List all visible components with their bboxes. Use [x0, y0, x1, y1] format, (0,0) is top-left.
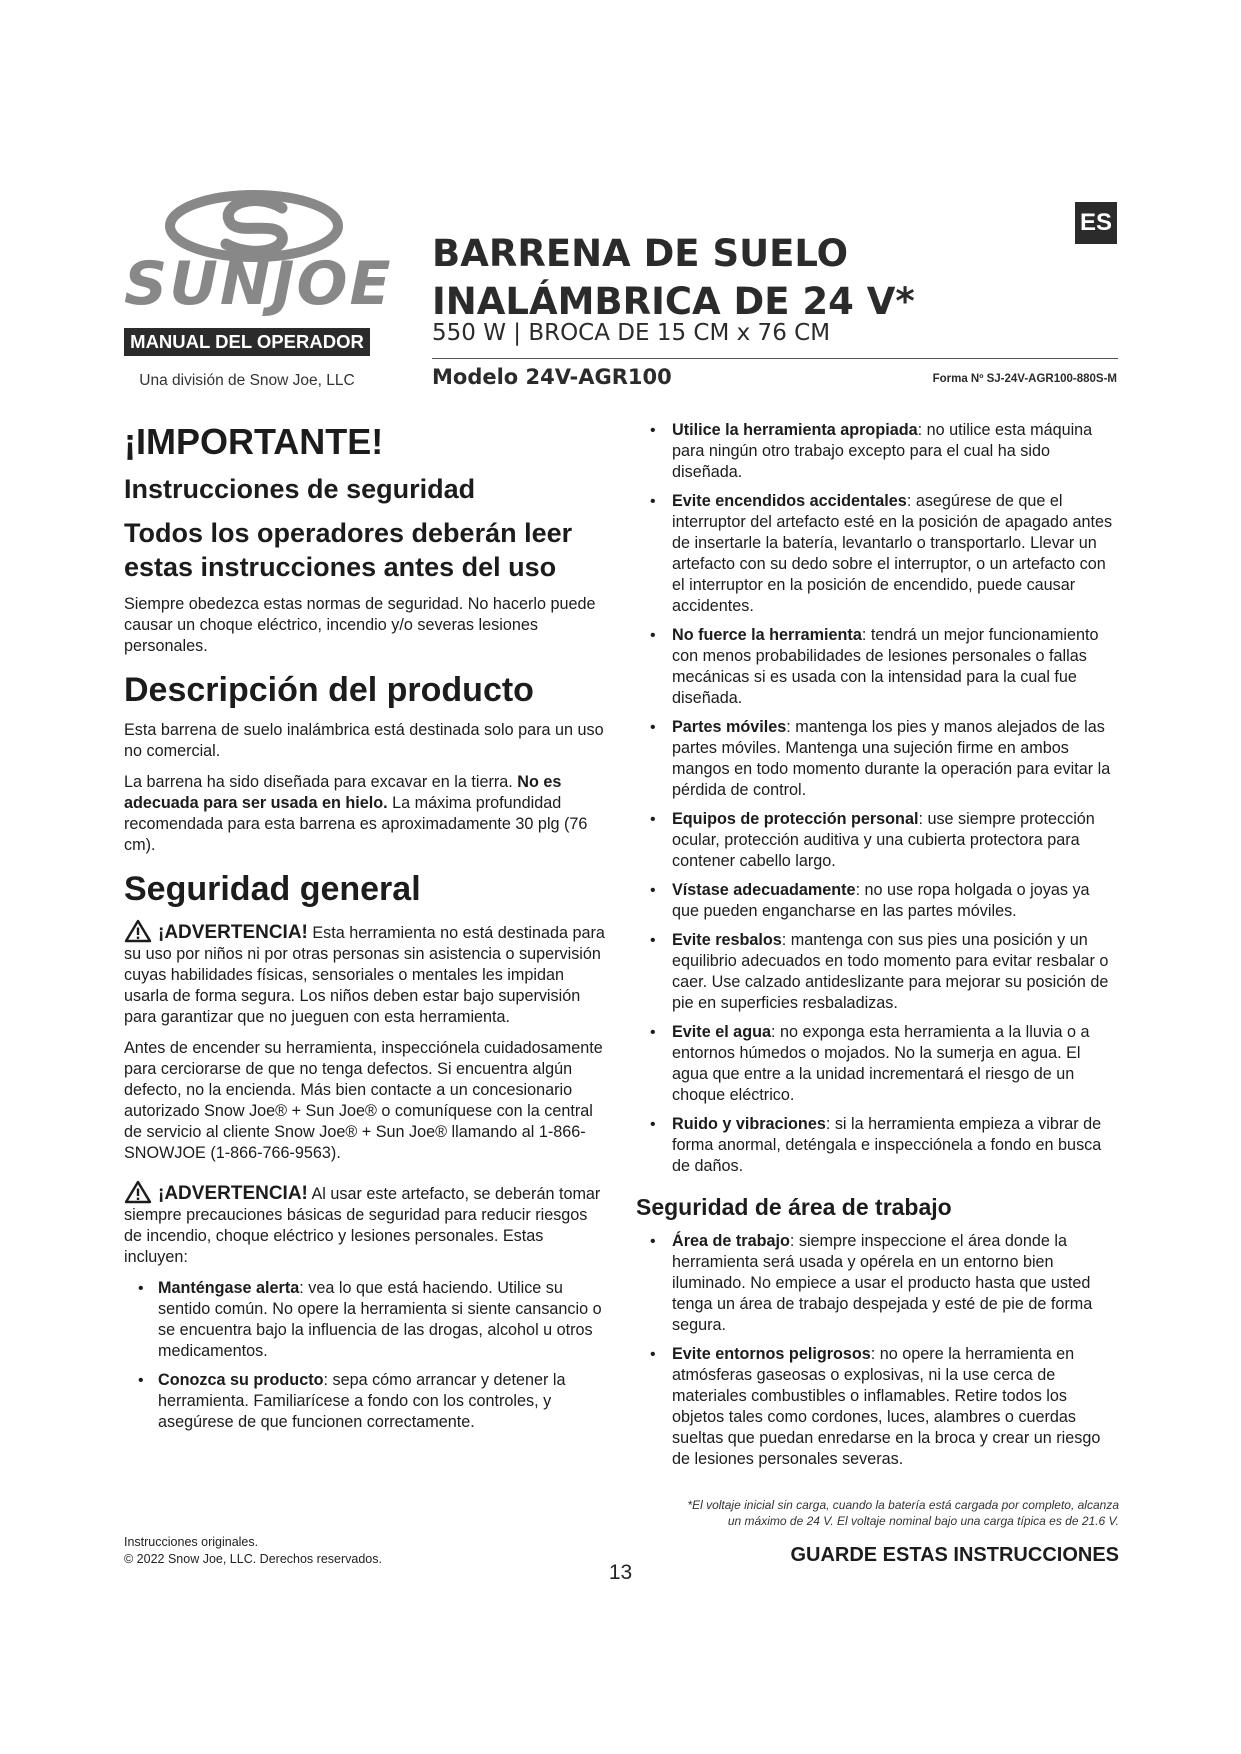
bullet-text: : siempre inspeccione el área donde la herramienta será usada y opérela en un entorno bien iluminado. No empiece a usar el producto hasta que usted tenga un área de trabajo despejada y esté de pie de forma segura. [672, 1232, 1093, 1334]
work-area-bullet-list [636, 1231, 1120, 1470]
header-divider [432, 358, 1118, 359]
list-item [636, 491, 1120, 617]
left-bullet-list [124, 1278, 607, 1433]
bullet-title: Conozca su producto [158, 1371, 324, 1389]
bullet-title: Vístase adecuadamente [672, 881, 856, 899]
bullet-title: Ruido y vibraciones [672, 1115, 826, 1133]
save-instructions-label: GUARDE ESTAS INSTRUCCIONES [790, 1544, 1119, 1566]
bullet-text: : no exponga esta herramienta a la lluvia o a entornos húmedos o mojados. No la sumerja en agua. El agua que entre a la unidad incrementará el riesgo de un choque eléctrico. [672, 1023, 1090, 1104]
intro-paragraph: Siempre obedezca estas normas de seguridad. No hacerlo puede causar un choque eléctrico, incendio y/o severas lesiones personales. [124, 595, 596, 655]
warning-triangle-icon [124, 1180, 152, 1204]
desc-text-bold: No es adecuada para ser usada en hielo. [124, 773, 562, 812]
bullet-text: : asegúrese de que el interruptor del artefacto esté en la posición de apagado antes de insertarle la batería, levantarlo o transportarlo. Llevar un artefacto con su dedo sobre el interruptor, o un artefacto con el interruptor en la posición de encendido, puede causar accidentes. [672, 492, 1113, 615]
bullet-text: : tendrá un mejor funcionamiento con menos probabilidades de lesiones personales o fallas mecánicas si es usada con la intensidad para la cual fue diseñada. [672, 626, 1099, 707]
important-heading: ¡IMPORTANTE! [124, 421, 384, 462]
footnote-line-2: un máximo de 24 V. El voltaje nominal bajo una carga típica es de 21.6 V. [727, 1514, 1119, 1528]
original-text: Instrucciones originales. [124, 1535, 259, 1549]
title-line-2: INALÁMBRICA DE 24 V* [432, 280, 915, 323]
list-item [636, 1114, 1120, 1177]
desc-text-a: La barrena ha sido diseñada para excavar en la tierra. [124, 773, 518, 791]
copyright-text: © 2022 Snow Joe, LLC. Derechos reservados. [124, 1552, 382, 1566]
bullet-text: : vea lo que está haciendo. Utilice su sentido común. No opere la herramienta si siente cansancio o se encuentra bajo la influencia de las drogas, alcohol u otros medicamentos. [158, 1279, 602, 1360]
right-bullet-list [636, 420, 1120, 1177]
bullet-title: Partes móviles [672, 718, 787, 736]
description-paragraph-1: Esta barrena de suelo inalámbrica está destinada solo para un uso no comercial. [124, 721, 604, 760]
general-safety-heading: Seguridad general [124, 870, 421, 908]
bullet-title: Evite entornos peligrosos [672, 1345, 871, 1363]
warning-text: Esta herramienta no está destinada para su uso por niños ni por otras personas sin asistencia o supervisión cuyas habilidades físicas, sensoriales o mentales les impidan usarla de forma segura. Los niños deben estar bajo supervisión para garantizar que no jueguen con esta herramienta. [124, 924, 605, 1026]
list-item [124, 1278, 607, 1362]
list-item [636, 625, 1120, 709]
desc-text-c: La máxima profundidad recomendada para esta barrena es aproximadamente 30 plg (76 cm). [124, 794, 588, 854]
warning-paragraph-2 [124, 1180, 607, 1268]
page-title [432, 230, 915, 326]
voltage-footnote [599, 1497, 1119, 1529]
language-badge: ES [1075, 202, 1117, 244]
bullet-title: No fuerce la herramienta [672, 626, 862, 644]
list-item [636, 1022, 1120, 1106]
brand-wordmark: SUNJOE [124, 249, 393, 319]
bullet-title: Equipos de protección personal [672, 810, 919, 828]
bullet-text: : no utilice esta máquina para ningún otro trabajo excepto para el cual ha sido diseñada. [672, 421, 1093, 481]
brand-logo [124, 190, 393, 319]
product-subtitle: 550 W | BROCA DE 15 CM x 76 CM [432, 320, 831, 346]
bullet-title: Utilice la herramienta apropiada [672, 421, 918, 439]
footnote-line-1: *El voltaje inicial sin carga, cuando la batería está cargada por completo, alcanza [687, 1498, 1119, 1512]
bullet-title: Área de trabajo [672, 1232, 790, 1250]
bullet-text: : sepa cómo arrancar y detener la herramienta. Familiarícese a fondo con los controles, y asegúrese de que funcionen correctamente. [158, 1371, 566, 1431]
title-line-1: BARRENA DE SUELO [432, 232, 849, 275]
read-all-heading: Todos los operadores deberán leer estas instrucciones antes del uso [124, 518, 573, 582]
list-item [124, 1370, 607, 1433]
list-item [636, 717, 1120, 801]
warning-text: Al usar este artefacto, se deberán tomar siempre precauciones básicas de seguridad para reducir riesgos de incendio, choque eléctrico y lesiones personales. Estas incluyen: [124, 1185, 601, 1266]
left-column [124, 420, 607, 1441]
work-area-heading: Seguridad de área de trabajo [636, 1194, 952, 1220]
bullet-text: : mantenga con sus pies una posición y un equilibrio adecuados en todo momento para evitar resbalar o caer. Use calzado antideslizante para mejorar su posición de pie en superficies resbaladizas. [672, 931, 1109, 1012]
list-item [636, 930, 1120, 1014]
list-item [636, 1231, 1120, 1336]
bullet-title: Evite el agua [672, 1023, 771, 1041]
bullet-text: : no use ropa holgada o joyas ya que pueden engancharse en las partes móviles. [672, 881, 1090, 920]
list-item [636, 880, 1120, 922]
description-heading: Descripción del producto [124, 671, 534, 709]
page-number: 13 [608, 1561, 633, 1584]
safety-instructions-heading: Instrucciones de seguridad [124, 474, 476, 504]
right-column [636, 420, 1120, 1478]
manual-label: MANUAL DEL OPERADOR [124, 328, 370, 356]
list-item [636, 809, 1120, 872]
bullet-text: : si la herramienta empieza a vibrar de forma anormal, deténgala e inspecciónela a fondo en busca de daños. [672, 1115, 1102, 1175]
inspect-paragraph: Antes de encender su herramienta, inspecciónela cuidadosamente para cerciorarse de que no tenga defectos. Si encuentra algún defecto, no la encienda. Más bien contacte a un concesionario autorizado Snow Joe® + Sun Joe® o comuníquese con la central de servicio al cliente Snow Joe® + Sun Joe® llamando al 1-866-SNOWJOE (1-866-766-9563). [124, 1039, 603, 1162]
bullet-text: : mantenga los pies y manos alejados de las partes móviles. Mantenga una sujeción firme en ambos mangos en todo momento durante la operación para evitar la pérdida de control. [672, 718, 1111, 799]
bullet-text: : no opere la herramienta en atmósferas gaseosas o explosivas, ni la use cerca de materiales combustibles o inflamables. Retire todos los objetos tales como cordones, luces, alambres o cuerdas sueltas que puedan enredarse en la broca y crear un riesgo de lesiones personales severas. [672, 1345, 1101, 1468]
warning-label: ¡ADVERTENCIA! [158, 1183, 308, 1204]
bullet-text: : use siempre protección ocular, protección auditiva y una cubierta protectora para contener cabello largo. [672, 810, 1095, 870]
model-number: Modelo 24V-AGR100 [432, 365, 672, 389]
warning-label: ¡ADVERTENCIA! [158, 922, 308, 943]
bullet-title: Evite resbalos [672, 931, 782, 949]
form-number: Forma Nº SJ-24V-AGR100-880S-M [932, 373, 1117, 385]
warning-triangle-icon [124, 919, 152, 943]
division-text: Una división de Snow Joe, LLC [139, 372, 355, 389]
description-paragraph-2 [124, 772, 607, 856]
bullet-title: Manténgase alerta [158, 1279, 300, 1297]
list-item [636, 420, 1120, 483]
list-item [636, 1344, 1120, 1470]
bullet-title: Evite encendidos accidentales [672, 492, 907, 510]
warning-paragraph-1 [124, 919, 607, 1028]
